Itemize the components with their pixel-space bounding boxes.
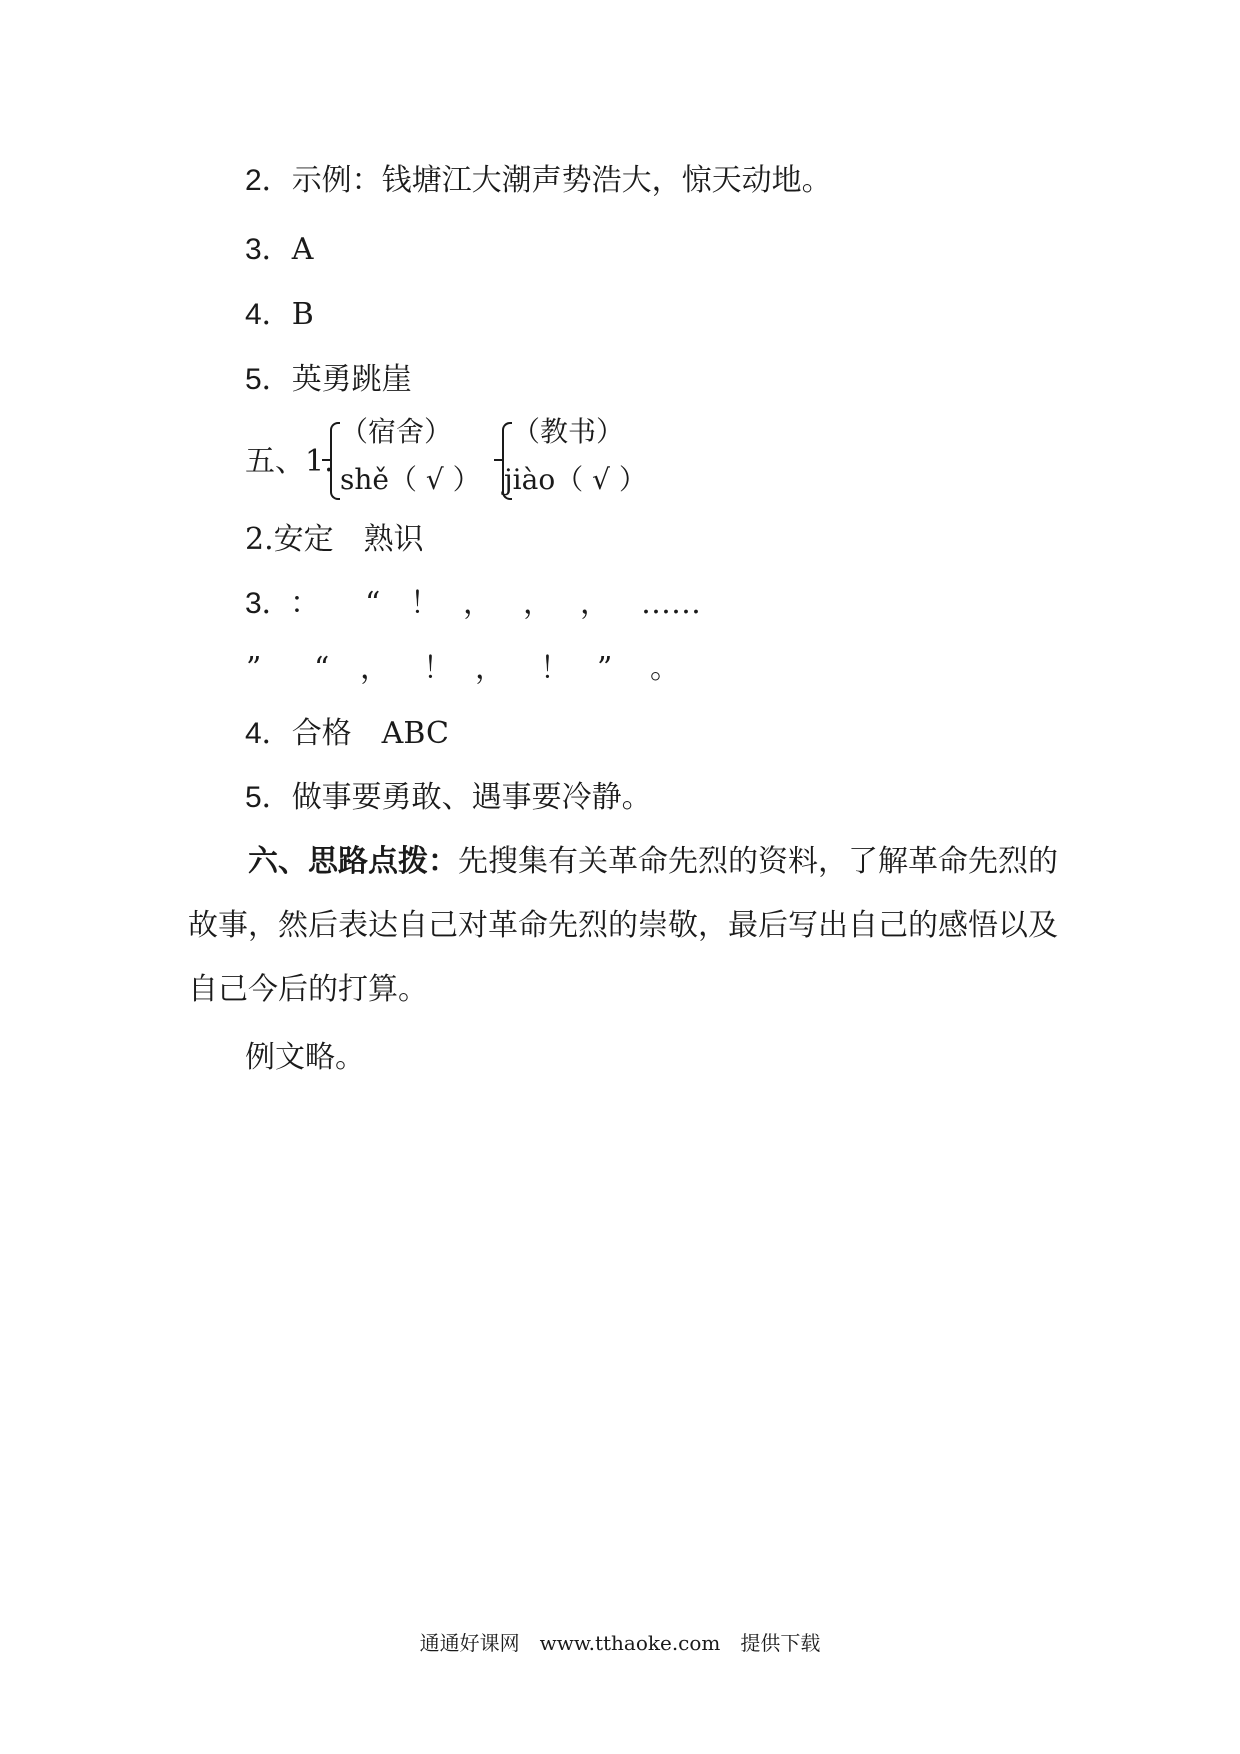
punct-mark: ” bbox=[597, 651, 613, 686]
punct-mark: “ bbox=[314, 651, 330, 686]
punct-mark: ！ bbox=[410, 586, 440, 621]
left-brace bbox=[330, 422, 340, 500]
pinyin-group1-top: （宿舍） bbox=[340, 415, 453, 448]
answer-text: B bbox=[291, 297, 314, 332]
question-number: 3． bbox=[245, 587, 292, 620]
punct-mark: …… bbox=[641, 586, 701, 621]
question-number: 5． bbox=[245, 781, 292, 814]
page-footer: 通通好课网 www.tthaoke.com 提供下载 bbox=[419, 1631, 821, 1655]
punct-mark: ， bbox=[523, 586, 553, 621]
punct-mark: “ bbox=[365, 586, 381, 621]
pinyin-group2-bottom: jiào（ √ ） bbox=[504, 463, 647, 496]
punct-mark: ” bbox=[246, 651, 262, 686]
section5-q4 bbox=[245, 714, 449, 754]
punct-mark: ！ bbox=[423, 651, 453, 686]
answer-5 bbox=[245, 360, 412, 400]
question-answer: 合格 ABC bbox=[291, 716, 449, 751]
answer-text: 示例：钱塘江大潮声势浩大，惊天动地。 bbox=[291, 163, 832, 198]
section5-q3 bbox=[245, 584, 292, 624]
punct-mark: ， bbox=[360, 651, 390, 686]
answer-2 bbox=[245, 161, 832, 201]
answer-text: 英勇跳崖 bbox=[291, 362, 412, 397]
answer-number: 5． bbox=[245, 363, 292, 396]
answer-number: 2． bbox=[245, 164, 292, 197]
punct-mark: ， bbox=[580, 586, 610, 621]
answer-text: A bbox=[291, 232, 314, 267]
punct-mark: ， bbox=[475, 651, 505, 686]
pinyin-group1-bottom: shě（ √ ） bbox=[340, 463, 481, 496]
punct-mark: ， bbox=[463, 586, 493, 621]
answer-number: 3． bbox=[245, 233, 292, 266]
answer-4 bbox=[245, 295, 314, 335]
section5-q5 bbox=[245, 778, 652, 818]
section6-label: 六、思路点拨： bbox=[248, 844, 458, 879]
section5-prefix: 五、1. bbox=[245, 444, 334, 479]
section6-example: 例文略。 bbox=[245, 1040, 365, 1075]
question-answer: 做事要勇敢、遇事要冷静。 bbox=[291, 780, 652, 815]
section6-paragraph bbox=[188, 830, 1058, 1022]
question-number: 4． bbox=[245, 717, 292, 750]
punct-mark: ！ bbox=[540, 651, 570, 686]
punct-mark: ： bbox=[290, 586, 320, 621]
section5-q2: 2.安定 熟识 bbox=[245, 522, 424, 557]
pinyin-group2-top: （教书） bbox=[512, 415, 625, 448]
punct-mark: 。 bbox=[650, 651, 680, 686]
answer-3 bbox=[245, 230, 313, 270]
section6-text: 先搜集有关革命先烈的资料，了解革命先烈的故事，然后表达自己对革命先烈的崇敬，最后写出自己的感悟以及自己今后的打算。 bbox=[188, 844, 1058, 1007]
answer-number: 4． bbox=[245, 298, 292, 331]
